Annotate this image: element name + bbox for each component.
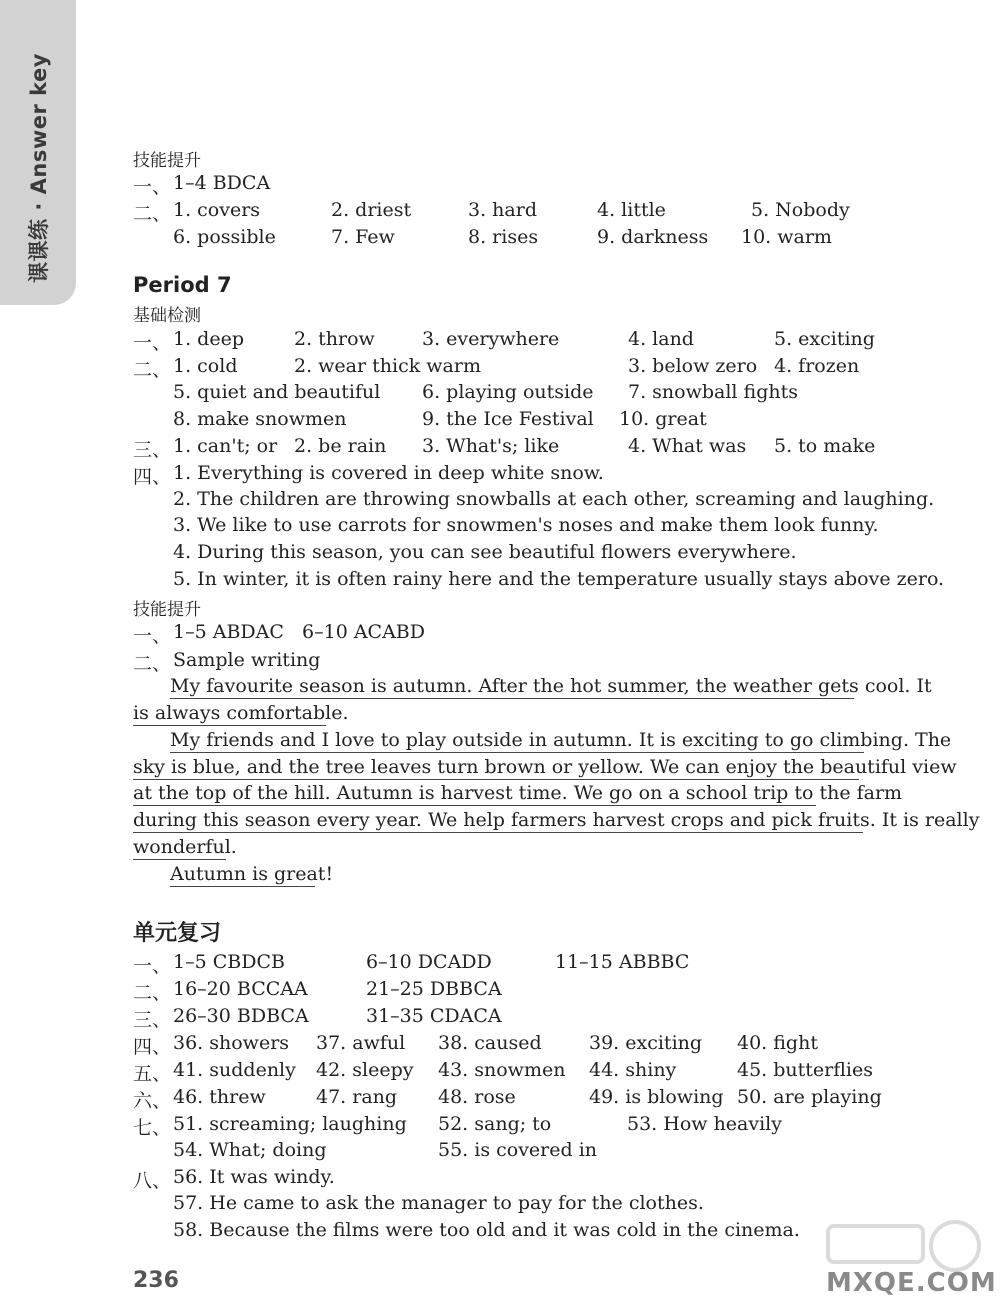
- answer: 48. rose: [438, 1086, 516, 1108]
- item-label: 七、: [133, 1117, 172, 1139]
- answer: 39. exciting: [589, 1032, 703, 1054]
- answer: 5. Nobody: [751, 199, 850, 221]
- answer: 21–25 DBBCA: [366, 978, 502, 1000]
- item-label: 一、: [133, 625, 172, 647]
- sentence: 1. Everything is covered in deep white snow.: [173, 462, 604, 484]
- answer: 1–4 BDCA: [173, 172, 271, 194]
- answer: 43. snowmen: [438, 1059, 566, 1081]
- unit-review-heading: 单元复习: [133, 921, 222, 946]
- answer: 10. great: [619, 408, 707, 430]
- answer: 11–15 ABBBC: [555, 951, 690, 973]
- answer: 4. land: [628, 328, 694, 350]
- writing-line: wonderful.: [133, 836, 237, 858]
- page-number: 236: [133, 1268, 179, 1293]
- answer: 9. darkness: [597, 226, 709, 248]
- answer: 31–35 CDACA: [366, 1005, 502, 1027]
- answer: 42. sleepy: [316, 1059, 414, 1081]
- answer: 7. snowball fights: [628, 381, 798, 403]
- answer: 8. make snowmen: [173, 408, 347, 430]
- section-title-skills: 技能提升: [133, 151, 201, 171]
- writing-line: Autumn is great!: [170, 863, 334, 885]
- answer: 16–20 BCCAA: [173, 978, 308, 1000]
- answer: 9. the Ice Festival: [422, 408, 594, 430]
- answer: 1–5 ABDAC 6–10 ACABD: [173, 621, 425, 643]
- answer: 2. driest: [331, 199, 412, 221]
- item-label: 八、: [133, 1170, 172, 1192]
- sentence: 5. In winter, it is often rainy here and the temperature usually stays above zero.: [173, 568, 945, 590]
- writing-line: sky is blue, and the tree leaves turn brown or yellow. We can enjoy the beautiful view: [133, 756, 957, 778]
- section-title-skills: 技能提升: [133, 600, 201, 620]
- answer: 53. How heavily: [627, 1113, 782, 1135]
- sentence: 57. He came to ask the manager to pay for the clothes.: [173, 1192, 704, 1214]
- writing-line: My friends and I love to play outside in autumn. It is exciting to go climbing. The: [170, 729, 952, 751]
- answer: 1. cold: [173, 355, 238, 377]
- answer: 4. What was: [628, 435, 747, 457]
- item-label: 四、: [133, 466, 172, 488]
- answer: 1–5 CBDCB: [173, 951, 285, 973]
- answer: 1. covers: [173, 199, 261, 221]
- answer: 51. screaming; laughing: [173, 1113, 407, 1135]
- item-label: 三、: [133, 1009, 172, 1031]
- section-title-basic: 基础检测: [133, 306, 201, 326]
- item-label: 一、: [133, 332, 172, 354]
- answer: 49. is blowing: [589, 1086, 724, 1108]
- answer: 36. showers: [173, 1032, 290, 1054]
- answer: 52. sang; to: [438, 1113, 552, 1135]
- answer: 55. is covered in: [438, 1139, 598, 1161]
- answer: 4. frozen: [774, 355, 860, 377]
- writing-line: is always comfortable.: [133, 702, 349, 724]
- period-heading: Period 7: [133, 273, 232, 297]
- answer: 5. quiet and beautiful: [173, 381, 381, 403]
- item-label: 一、: [133, 955, 172, 977]
- item-label: 二、: [133, 359, 172, 381]
- answer: 45. butterflies: [737, 1059, 873, 1081]
- answer: 26–30 BDBCA: [173, 1005, 309, 1027]
- answer: 41. suddenly: [173, 1059, 296, 1081]
- answer: 3. What's; like: [422, 435, 560, 457]
- sentence: 56. It was windy.: [173, 1166, 335, 1188]
- writing-line: My favourite season is autumn. After the hot summer, the weather gets cool. It: [170, 675, 932, 697]
- writing-line: at the top of the hill. Autumn is harvest time. We go on a school trip to the farm: [133, 782, 903, 804]
- answer: 2. wear thick warm: [294, 355, 481, 377]
- answer: 6. possible: [173, 226, 276, 248]
- answer: 3. hard: [468, 199, 537, 221]
- item-label: 六、: [133, 1090, 172, 1112]
- answer: 1. can't; or: [173, 435, 278, 457]
- item-label: 一、: [133, 176, 172, 198]
- answer: 2. throw: [294, 328, 375, 350]
- answer: 3. below zero: [628, 355, 758, 377]
- sentence: 58. Because the films were too old and it was cold in the cinema.: [173, 1219, 800, 1241]
- answer: 1. deep: [173, 328, 244, 350]
- item-label: 三、: [133, 439, 172, 461]
- item-label: 五、: [133, 1063, 172, 1085]
- answer: 5. to make: [774, 435, 876, 457]
- answer: 44. shiny: [589, 1059, 677, 1081]
- sentence: 4. During this season, you can see beautiful flowers everywhere.: [173, 541, 797, 563]
- item-label: 二、: [133, 653, 172, 675]
- answer: 7. Few: [331, 226, 395, 248]
- answer: 54. What; doing: [173, 1139, 327, 1161]
- sentence: 2. The children are throwing snowballs at each other, screaming and laughing.: [173, 488, 935, 510]
- answer: 46. threw: [173, 1086, 266, 1108]
- answer: 40. fight: [737, 1032, 818, 1054]
- answer: 8. rises: [468, 226, 539, 248]
- item-label: 四、: [133, 1036, 172, 1058]
- answer: 37. awful: [316, 1032, 406, 1054]
- answer: 4. little: [597, 199, 666, 221]
- side-tab: [0, 0, 76, 305]
- answer: 47. rang: [316, 1086, 398, 1108]
- answer: 50. are playing: [737, 1086, 882, 1108]
- sample-writing-label: Sample writing: [173, 649, 321, 671]
- answer: 2. be rain: [294, 435, 387, 457]
- item-label: 二、: [133, 982, 172, 1004]
- answer: 6. playing outside: [422, 381, 594, 403]
- writing-line: during this season every year. We help farmers harvest crops and pick fruits. It is really: [133, 809, 980, 831]
- answer: 10. warm: [741, 226, 832, 248]
- watermark-text: MXQE.COM: [826, 1268, 997, 1298]
- answer: 6–10 DCADD: [366, 951, 492, 973]
- sentence: 3. We like to use carrots for snowmen's noses and make them look funny.: [173, 514, 879, 536]
- item-label: 二、: [133, 203, 172, 225]
- answer: 3. everywhere: [422, 328, 560, 350]
- answer: 38. caused: [438, 1032, 542, 1054]
- side-tab-label: 课课练 · Answer key: [27, 53, 51, 283]
- answer: 5. exciting: [774, 328, 875, 350]
